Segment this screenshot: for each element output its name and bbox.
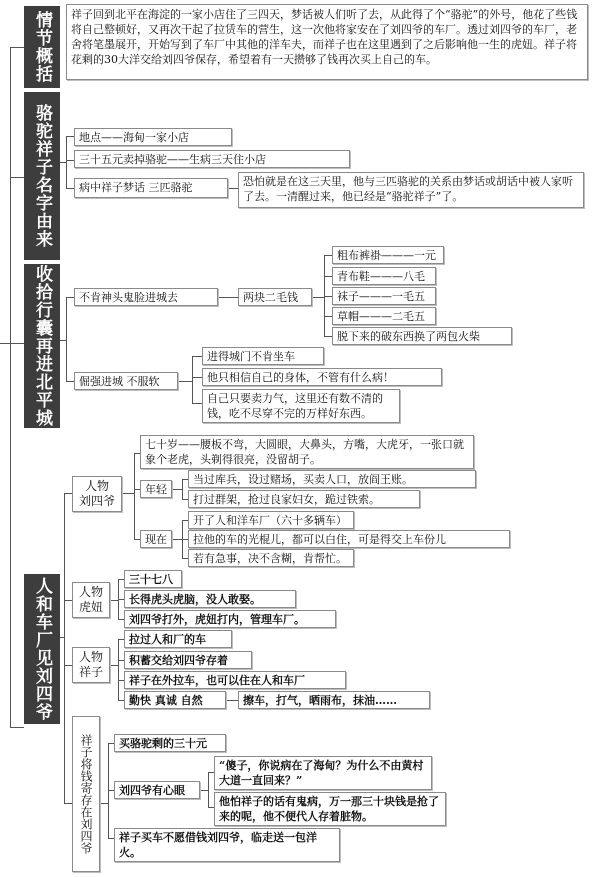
connector: [60, 162, 66, 163]
connector: [66, 297, 74, 298]
xiangzi-item: 祥子在外拉车，也可以住在人和车厂: [124, 671, 346, 689]
connector: [64, 803, 72, 804]
packing-item: 青布鞋———八毛: [332, 267, 436, 285]
connector: [66, 160, 74, 161]
connector: [10, 47, 24, 48]
person-xiangzi-label: 人物 祥子: [72, 647, 110, 683]
reason-item: 进得城门不肯坐车: [202, 347, 324, 365]
deposit-loan: 祥子买车不愿借钱刘四爷，临走送一包洋火。: [114, 828, 340, 862]
connector: [10, 177, 24, 178]
deposit-label: 祥子将钱寄存在刘四爷: [72, 716, 100, 872]
connector: [66, 297, 67, 381]
connector: [218, 297, 238, 298]
huniu-item: 长得虎头虎脑，没人敢娶。: [124, 590, 296, 608]
connector: [192, 403, 202, 404]
connector: [66, 136, 67, 188]
category-enter-beiping: 收拾行囊再进北平城: [24, 264, 60, 428]
connector: [172, 539, 182, 540]
person-liu-label: 人物 刘四爷: [72, 476, 122, 512]
no-ghost-face: 不肯神头鬼脸进城去: [74, 288, 218, 306]
connector: [226, 700, 238, 701]
packing-item: 草帽———二毛五: [332, 307, 436, 325]
reason-item: 他只相信自己的身体，不管有什么病！: [202, 368, 442, 386]
connector: [324, 255, 332, 256]
connector: [192, 377, 202, 378]
stubborn-entry: 倔强进城 不服软: [74, 372, 178, 390]
reason-item: 自己只要卖力气，这里还有数不清的钱，吃不尽穿不完的万样好东西。: [202, 389, 400, 423]
huniu-item: 刘四爷打外，虎妞打内，管理车厂。: [124, 610, 336, 628]
liu-now-item: 拉他的车的光棍儿，都可以白住，可是得交上车份儿: [188, 530, 510, 548]
name-origin-dream: 病中祥子梦话 三匹骆驼: [74, 178, 228, 198]
connector: [324, 336, 332, 337]
connector: [66, 188, 74, 189]
xiangzi-item: 积蓄交给刘四爷存着: [124, 651, 252, 669]
connector: [178, 381, 192, 382]
category-plot-summary: 情节概括: [24, 6, 60, 88]
name-origin-place: 地点——海甸一家小店: [74, 128, 232, 146]
connector: [64, 493, 65, 803]
connector: [324, 276, 332, 277]
connector: [324, 296, 332, 297]
packing-item: 袜子———一毛五: [332, 287, 436, 305]
xiangzi-virtue-detail: 擦车，打气，晒雨布，抹油……: [238, 691, 430, 709]
deposit-quote: “傻子，你说病在了海甸？为什么不由黄村大道一直回来？”: [214, 756, 432, 790]
name-origin-dream-detail: 恐怕就是在这三天里，他与三匹骆驼的关系由梦话或胡话中被人家听了去。一清醒过来，他已经是“骆驼祥子”了。: [238, 172, 584, 208]
category-name-origin: 骆驼祥子名字由来: [24, 92, 60, 260]
connector: [312, 297, 324, 298]
connector: [182, 479, 183, 499]
name-origin-sold: 三十五元卖掉骆驼——生病三天住小店: [74, 150, 350, 168]
deposit-heart: 刘四爷有心眼: [114, 781, 200, 799]
liu-young-item: 打过群架，抢过良家妇女，跪过铁索。: [188, 490, 420, 508]
person-huniu-label: 人物 虎妞: [72, 582, 110, 618]
connector: [134, 453, 135, 539]
deposit-remain: 买骆驼剩的三十元: [114, 734, 226, 752]
plot-summary-text: 祥子回到北平在海淀的一家小店住了三四天，梦话被人们听了去，从此得了个“骆驼”的外号，他花了些钱将自己整顿好，又再次干起了拉赁车的营生，这一次他将家安在了刘四爷的车厂。透过刘四爷的车厂，老舍将笔墨展开，开始写到了车厂中其他的洋车夫，而祥子也在这里遇到了之后影响他一生的虎妞。祥子将花剩的30大洋交给刘四爷保存，希望着有一天攒够了钱再次买上自己的车。: [66, 4, 588, 80]
liu-now-label: 现在: [140, 530, 172, 548]
liu-now-item: 若有急事，决不含糊，肯帮忙。: [188, 549, 354, 567]
connector: [10, 727, 24, 728]
connector: [66, 381, 74, 382]
liu-young-label: 年轻: [140, 480, 172, 498]
connector: [60, 340, 66, 341]
connector: [64, 665, 72, 666]
xiangzi-item: 拉过人和厂的车: [124, 630, 232, 648]
connector: [208, 772, 209, 807]
connector: [100, 803, 108, 804]
connector: [110, 600, 118, 601]
connector: [64, 493, 72, 494]
connector: [228, 188, 238, 189]
packing-item: 粗布裤褂———一元: [332, 246, 444, 264]
packing-item: 脱下来的破东西换了两包火柴: [332, 327, 512, 345]
connector: [10, 343, 24, 344]
liu-now-item: 开了人和洋车厂（六十多辆车）: [188, 511, 354, 529]
liu-age-seventy: 七十岁——腰板不弯，大圆眼，大鼻头，方嘴，大虎牙，一张口就象个老虎，头剃得很亮，没留胡子。: [140, 435, 474, 469]
category-meet-liu: 人和车厂见刘四爷: [24, 574, 60, 724]
connector: [192, 356, 202, 357]
connector: [192, 356, 193, 403]
connector: [122, 493, 134, 494]
connector: [172, 489, 182, 490]
connector: [200, 790, 208, 791]
connector: [10, 47, 11, 727]
xiangzi-virtue: 勤快 真诚 自然: [124, 691, 226, 709]
connector: [66, 136, 74, 137]
money-amount: 两块二毛钱: [238, 288, 312, 306]
deposit-worry: 他怕祥子的话有鬼病，万一那三十块钱是抢了来的呢，他不便代人存着脏物。: [214, 792, 446, 826]
huniu-item: 三十七八: [124, 570, 182, 588]
connector: [60, 637, 64, 638]
connector: [324, 316, 332, 317]
connector: [0, 343, 10, 344]
liu-young-item: 当过库兵，设过赌场，买卖人口，放阎王账。: [188, 470, 476, 488]
connector: [118, 639, 119, 700]
connector: [110, 665, 118, 666]
connector: [64, 600, 72, 601]
